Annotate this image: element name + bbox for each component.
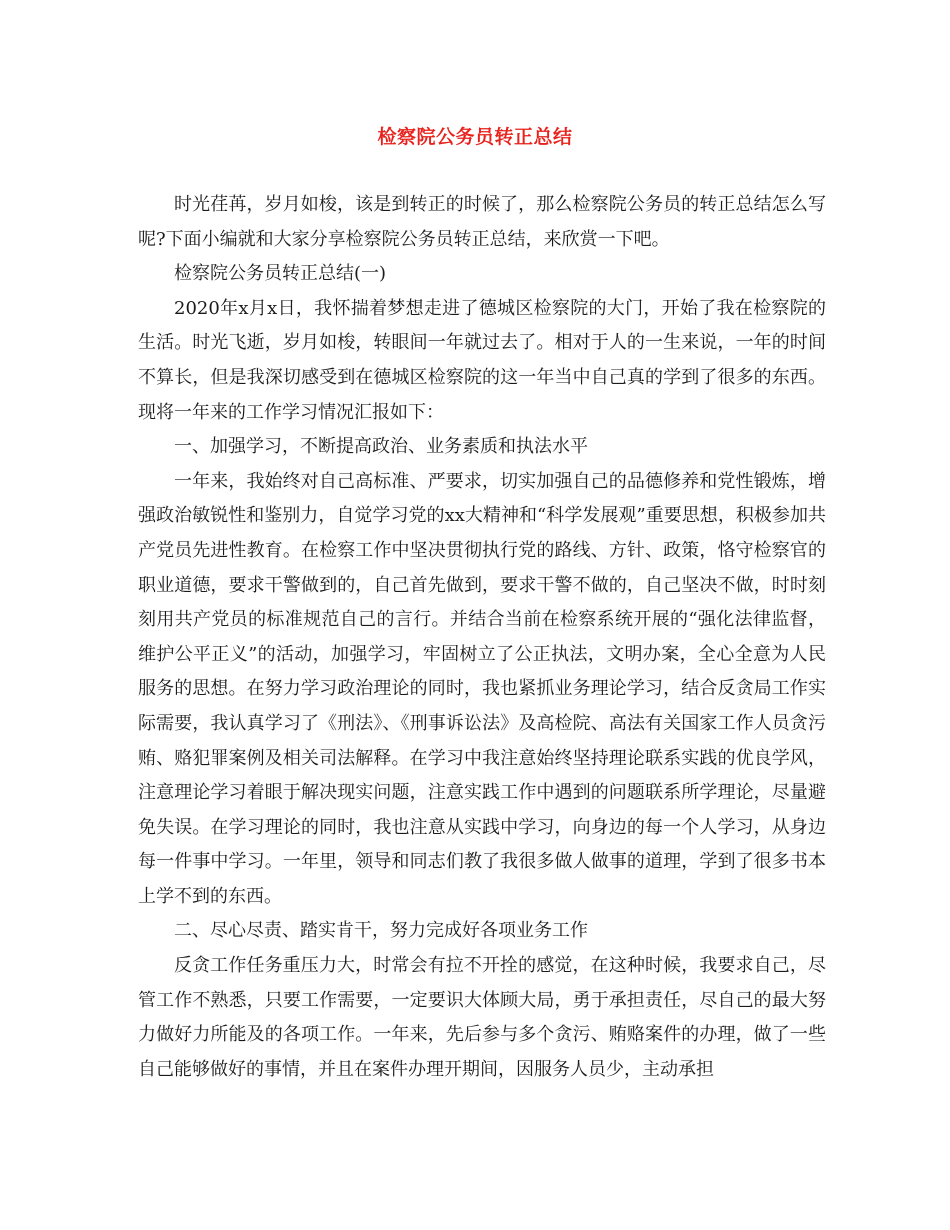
paragraph-opening: 2020年x月x日，我怀揣着梦想走进了德城区检察院的大门，开始了我在检察院的生活。时光飞逝，岁月如梭，转眼间一年就过去了。相对于人的一生来说，一年的时间不算长，但是我深切感受到在德城区检察院的这一年当中自己真的学到了很多的东西。现将一年来的工作学习情况汇报如下：: [138, 297, 826, 423]
document-title: 检察院公务员转正总结: [377, 126, 573, 148]
paragraph-study: 一年来，我始终对自己高标准、严要求，切实加强自己的品德修养和党性锻炼，增强政治敏锐性和鉴别力，自觉学习党的xx大精神和“科学发展观”重要思想，积极参加共产党员先进性教育。在检察工作中坚决贯彻执行党的路线、方针、政策，恪守检察官的职业道德，要求干警做到的，自己首先做到，要求干警不做的，自己坚决不做，时时刻刻用共产党员的标准规范自己的言行。并结合当前在检察系统开展的“强化法律监督，维护公平正义”的活动，加强学习，牢固树立了公正执法，文明办案，全心全意为人民服务的思想。在努力学习政治理论的同时，我也紧抓业务理论学习，结合反贪局工作实际需要，我认真学习了《刑法》、《刑事诉讼法》及高检院、高法有关国家工作人员贪污贿、赂犯罪案例及相关司法解释。在学习中我注意始终坚持理论联系实践的优良学风，注意理论学习着眼于解决现实问题，注意实践工作中遇到的问题联系所学理论，尽量避免失误。在学习理论的同时，我也注意从实践中学习，向身边的每一个人学习，从身边每一件事中学习。一年里，领导和同志们教了我很多做人做事的道理，学到了很多书本上学不到的东西。: [138, 470, 826, 907]
paragraph-work: 反贪工作任务重压力大，时常会有拉不开拴的感觉，在这种时候，我要求自己，尽管工作不熟悉，只要工作需要，一定要识大体顾大局，勇于承担责任，尽自己的最大努力做好力所能及的各项工作。一年来，先后参与多个贪污、贿赂案件的办理，做了一些自己能够做好的事情，并且在案件办理开期间，因服务人员少，主动承担: [138, 955, 826, 1080]
paragraph-intro: 时光荏苒，岁月如梭，该是到转正的时候了，那么检察院公务员的转正总结怎么写呢?下面小编就和大家分享检察院公务员转正总结，来欣赏一下吧。: [138, 194, 826, 250]
section-heading-part-one: 检察院公务员转正总结(一): [174, 263, 387, 285]
section-heading-study: 一、加强学习，不断提高政治、业务素质和执法水平: [174, 436, 588, 458]
section-heading-work: 二、尽心尽责、踏实肯干，努力完成好各项业务工作: [174, 920, 588, 942]
document-body: [138, 188, 826, 1087]
